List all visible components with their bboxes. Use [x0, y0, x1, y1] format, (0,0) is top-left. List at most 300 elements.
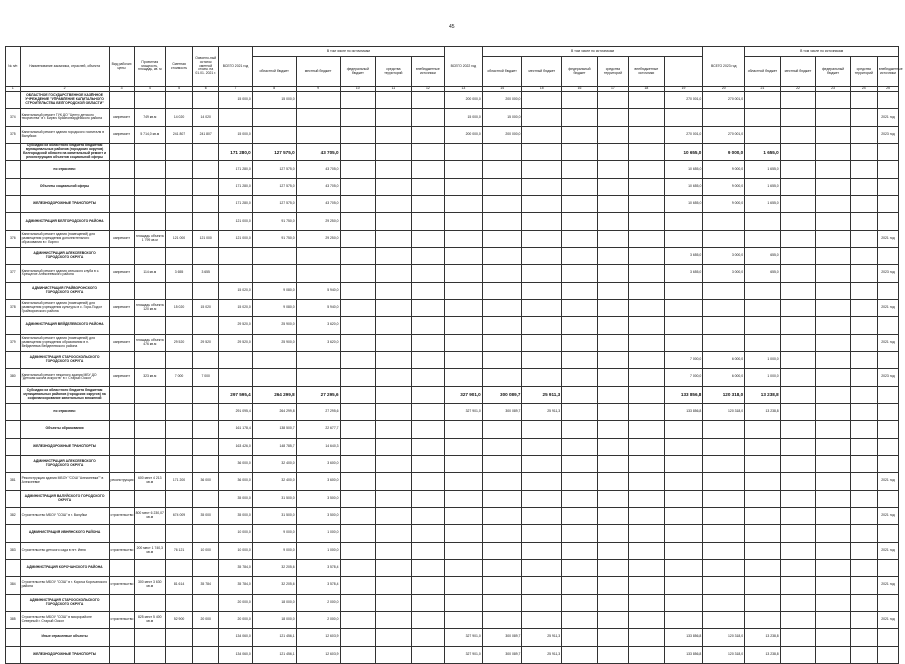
cell-t22 — [445, 490, 483, 507]
cell-empty — [376, 126, 412, 143]
cell-l23 — [745, 230, 781, 247]
cell-t23 — [664, 473, 703, 490]
cell-per — [877, 455, 898, 472]
table-header — [6, 47, 903, 92]
cell-f23 — [780, 109, 816, 126]
cell-t22 — [445, 369, 483, 386]
cell-l21: 3 620,0 — [296, 317, 340, 334]
cell-t22 — [445, 247, 483, 264]
cell-l22 — [522, 230, 562, 247]
cell-empty — [597, 490, 628, 507]
cell-empty — [597, 282, 628, 299]
cell-t22 — [445, 421, 483, 438]
cell-empty — [629, 317, 665, 334]
cell-l23 — [745, 507, 781, 524]
cell-r23: 120 318,0 — [703, 646, 745, 663]
cell-f22 — [562, 230, 598, 247]
cell-t22 — [445, 455, 483, 472]
cell-l23 — [745, 213, 781, 230]
cell-name: Строительство МБОУ "СОШ" в г. Короча Корочанского района — [20, 577, 109, 594]
cell-l22 — [522, 161, 562, 178]
cell-type: капремонт — [109, 369, 134, 386]
cell-r21: 18 000,0 — [252, 594, 296, 611]
table-row — [6, 230, 899, 247]
cell-cost — [165, 403, 192, 420]
header-local-2023: местный бюджет — [780, 57, 816, 87]
cell-f22 — [562, 265, 598, 282]
cell-no — [6, 143, 21, 160]
cell-empty — [629, 594, 665, 611]
cell-name: АДМИНИСТРАЦИЯ КОРОЧАНСКОГО РАЙОНА — [20, 559, 109, 576]
cell-empty — [376, 195, 412, 212]
cell-l23: 1 655,0 — [745, 161, 781, 178]
cell-empty — [376, 473, 412, 490]
cell-no — [6, 594, 21, 611]
cell-per — [877, 195, 898, 212]
cell-t23: 270 001,0 — [664, 126, 703, 143]
cell-t22 — [445, 438, 483, 455]
column-number: 23 — [816, 87, 851, 92]
cell-empty — [411, 421, 444, 438]
cell-t21: 20 000,0 — [219, 611, 252, 628]
cell-empty — [850, 213, 877, 230]
cell-rem: 36 000 — [193, 473, 219, 490]
cell-empty — [340, 559, 376, 576]
cell-per — [877, 282, 898, 299]
cell-name: АДМИНИСТРАЦИЯ СТАРООСКОЛЬСКОГО ГОРОДСКОГО ОКРУГА — [20, 594, 109, 611]
cell-f23 — [780, 178, 816, 195]
table-group-row — [6, 421, 899, 438]
cell-t22 — [445, 351, 483, 368]
cell-empty — [816, 369, 851, 386]
cell-r22: 200 000,0 — [482, 126, 522, 143]
cell-r22: 300 089,7 — [482, 386, 522, 403]
cell-cap — [134, 594, 165, 611]
cell-r22 — [482, 282, 522, 299]
cell-f22 — [562, 282, 598, 299]
cell-t21 — [219, 351, 252, 368]
cell-empty — [850, 559, 877, 576]
cell-no: 381 — [6, 473, 21, 490]
cell-cost — [165, 195, 192, 212]
cell-r22 — [482, 195, 522, 212]
column-number: 8 — [252, 87, 296, 92]
header-regional-2023: областной бюджет — [745, 57, 781, 87]
cell-t22 — [445, 525, 483, 542]
cell-t22 — [445, 195, 483, 212]
cell-t21: 171 280,0 — [219, 143, 252, 160]
cell-t23: 7 000,0 — [664, 369, 703, 386]
table-row — [6, 473, 899, 490]
cell-empty — [411, 646, 444, 663]
cell-empty — [597, 317, 628, 334]
cell-empty — [340, 126, 376, 143]
cell-cap — [134, 455, 165, 472]
cell-f23 — [780, 230, 816, 247]
cell-empty — [597, 386, 628, 403]
cell-type: капремонт — [109, 265, 134, 282]
cell-l23 — [745, 611, 781, 628]
table-body — [6, 92, 899, 664]
cell-l22 — [522, 421, 562, 438]
cell-empty — [376, 577, 412, 594]
cell-t22 — [445, 542, 483, 559]
cell-empty — [340, 421, 376, 438]
cell-f23 — [780, 594, 816, 611]
cell-cap — [134, 490, 165, 507]
cell-l23 — [745, 109, 781, 126]
cell-name: Иные отраслевые объекты — [20, 629, 109, 646]
cell-empty — [850, 299, 877, 316]
cell-cost: 3 655 — [165, 265, 192, 282]
cell-empty — [597, 629, 628, 646]
cell-per — [877, 490, 898, 507]
cell-f23 — [780, 507, 816, 524]
cell-per: 2021 год — [877, 577, 898, 594]
cell-name: АДМИНИСТРАЦИЯ ИВНЯНСКОГО РАЙОНА — [20, 525, 109, 542]
cell-empty — [376, 594, 412, 611]
column-number: 7 — [219, 87, 252, 92]
cell-per — [877, 247, 898, 264]
cell-cost — [165, 282, 192, 299]
cell-per — [877, 421, 898, 438]
cell-f23 — [780, 126, 816, 143]
cell-per — [877, 143, 898, 160]
cell-l22 — [522, 143, 562, 160]
cell-empty — [411, 109, 444, 126]
cell-r22 — [482, 421, 522, 438]
column-number: 9 — [296, 87, 340, 92]
cell-empty — [376, 265, 412, 282]
cell-l21 — [296, 265, 340, 282]
cell-rem: 10 000 — [193, 542, 219, 559]
cell-rem: 15 020 — [193, 299, 219, 316]
cell-empty — [629, 351, 665, 368]
cell-t23 — [664, 559, 703, 576]
cell-empty — [340, 611, 376, 628]
cell-empty — [816, 351, 851, 368]
header-local-2021: местный бюджет — [296, 57, 340, 87]
cell-f23 — [780, 525, 816, 542]
cell-empty — [411, 611, 444, 628]
cell-r22 — [482, 247, 522, 264]
cell-r21: 25 900,0 — [252, 334, 296, 351]
table-group-row — [6, 195, 899, 212]
cell-type — [109, 195, 134, 212]
cell-empty — [411, 473, 444, 490]
cell-empty — [340, 230, 376, 247]
cell-r21: 127 575,0 — [252, 143, 296, 160]
cell-r23 — [703, 525, 745, 542]
cell-l21 — [296, 92, 340, 109]
cell-t21: 10 000,0 — [219, 525, 252, 542]
column-number: 25 — [877, 87, 898, 92]
cell-f23 — [780, 577, 816, 594]
cell-l23 — [745, 299, 781, 316]
cell-rem — [193, 559, 219, 576]
cell-empty — [629, 559, 665, 576]
cell-no: 377 — [6, 265, 21, 282]
cell-empty — [376, 403, 412, 420]
cell-l21: 3 600,0 — [296, 473, 340, 490]
cell-empty — [816, 247, 851, 264]
cell-t23 — [664, 317, 703, 334]
cell-no: 376 — [6, 230, 21, 247]
cell-l23: 1 000,0 — [745, 369, 781, 386]
cell-no — [6, 213, 21, 230]
cell-cap — [134, 629, 165, 646]
cell-l23 — [745, 473, 781, 490]
cell-rem: 7 000 — [193, 369, 219, 386]
header-federal-2023: федеральный бюджет — [816, 57, 851, 87]
column-number: 13 — [445, 87, 483, 92]
cell-t23: 10 655,0 — [664, 161, 703, 178]
cell-r23: 9 000,0 — [703, 178, 745, 195]
cell-l21: 5 940,0 — [296, 282, 340, 299]
cell-rem — [193, 247, 219, 264]
cell-l23: 13 238,8 — [745, 646, 781, 663]
cell-name: ЖЕЛЕЗНОДОРОЖНЫЕ ТРАНСПОРТЫ — [20, 195, 109, 212]
cell-r23 — [703, 455, 745, 472]
column-number: 20 — [703, 87, 745, 92]
cell-rem — [193, 386, 219, 403]
cell-empty — [376, 438, 412, 455]
cell-name: Капитальный ремонт здания (помещений) для размещения учреждения образования в п. Вейделевка Вейделевского района — [20, 334, 109, 351]
cell-r23 — [703, 317, 745, 334]
cell-f22 — [562, 213, 598, 230]
cell-f22 — [562, 351, 598, 368]
cell-no — [6, 92, 21, 109]
cell-l21: 3 620,0 — [296, 334, 340, 351]
cell-f22 — [562, 195, 598, 212]
cell-empty — [629, 369, 665, 386]
cell-per — [877, 403, 898, 420]
cell-no — [6, 282, 21, 299]
cell-t21 — [219, 369, 252, 386]
cell-r22 — [482, 143, 522, 160]
cell-l21: 2 000,0 — [296, 611, 340, 628]
cell-r21: 264 299,8 — [252, 386, 296, 403]
cell-empty — [340, 109, 376, 126]
cell-empty — [816, 646, 851, 663]
cell-l21: 3 500,0 — [296, 507, 340, 524]
cell-per: 2021 год — [877, 230, 898, 247]
cell-empty — [850, 577, 877, 594]
cell-t22 — [445, 507, 483, 524]
cell-rem — [193, 317, 219, 334]
cell-cost — [165, 247, 192, 264]
cell-cost — [165, 629, 192, 646]
column-number: 18 — [629, 87, 665, 92]
cell-empty — [629, 542, 665, 559]
column-number: 5 — [165, 87, 192, 92]
cell-empty — [340, 594, 376, 611]
cell-empty — [411, 230, 444, 247]
cell-empty — [629, 334, 665, 351]
cell-cap — [134, 646, 165, 663]
cell-l23 — [745, 282, 781, 299]
cell-l21: 43 705,0 — [296, 143, 340, 160]
cell-empty — [850, 247, 877, 264]
cell-empty — [629, 646, 665, 663]
cell-l23 — [745, 126, 781, 143]
cell-r23: 6 000,0 — [703, 351, 745, 368]
cell-no: 384 — [6, 577, 21, 594]
cell-r23: 270 001,0 — [703, 126, 745, 143]
cell-t22: 327 901,0 — [445, 646, 483, 663]
cell-empty — [629, 611, 665, 628]
cell-cap: 300 мест 3 630 кв.м — [134, 577, 165, 594]
cell-cost — [165, 317, 192, 334]
cell-type — [109, 317, 134, 334]
cell-empty — [850, 455, 877, 472]
cell-empty — [411, 282, 444, 299]
cell-r21: 9 080,0 — [252, 282, 296, 299]
header-territorial-2021: средства территорий — [376, 57, 412, 87]
cell-per: 2021 год — [877, 507, 898, 524]
cell-empty — [816, 299, 851, 316]
page-number: 45 — [449, 24, 455, 30]
cell-cost: 241 807 — [165, 126, 192, 143]
cell-type — [109, 490, 134, 507]
cell-r21 — [252, 369, 296, 386]
cell-r23: 9 000,0 — [703, 143, 745, 160]
column-number: 22 — [780, 87, 816, 92]
cell-l21: 27 295,6 — [296, 403, 340, 420]
cell-empty — [340, 351, 376, 368]
cell-f23 — [780, 386, 816, 403]
cell-r22 — [482, 161, 522, 178]
cell-empty — [411, 490, 444, 507]
cell-cap — [134, 178, 165, 195]
cell-empty — [597, 438, 628, 455]
cell-l22 — [522, 507, 562, 524]
cell-no: 378 — [6, 299, 21, 316]
cell-rem — [193, 161, 219, 178]
column-number: 17 — [597, 87, 628, 92]
cell-name: Капитальный ремонт здания городского госпиталя в Валуйках — [20, 126, 109, 143]
cell-empty — [629, 421, 665, 438]
cell-l22 — [522, 299, 562, 316]
cell-r23 — [703, 438, 745, 455]
cell-l22 — [522, 490, 562, 507]
cell-cost: 29 520 — [165, 334, 192, 351]
cell-l22 — [522, 265, 562, 282]
cell-r23 — [703, 559, 745, 576]
cell-l21 — [296, 126, 340, 143]
cell-f22 — [562, 403, 598, 420]
cell-rem — [193, 594, 219, 611]
table-row — [6, 507, 899, 524]
table-row — [6, 265, 899, 282]
cell-empty — [629, 143, 665, 160]
cell-empty — [340, 161, 376, 178]
table-row — [6, 611, 899, 628]
cell-type — [109, 143, 134, 160]
cell-empty — [597, 126, 628, 143]
cell-name: АДМИНИСТРАЦИЯ АЛЕКСЕЕВСКОГО ГОРОДСКОГО ОКРУГА — [20, 455, 109, 472]
cell-empty — [629, 629, 665, 646]
cell-name: Капитальный ремонт здания (помещений) для размещения учреждения дополнительного образования в г. Бирюч — [20, 230, 109, 247]
cell-l21: 29 250,0 — [296, 213, 340, 230]
cell-per — [877, 213, 898, 230]
cell-name: Капитальный ремонт нежилого здания МБУ ДО "Детская школа искусств" в г. Старый Оскол — [20, 369, 109, 386]
cell-cost — [165, 646, 192, 663]
cell-t22 — [445, 230, 483, 247]
cell-r23 — [703, 577, 745, 594]
cell-name: по отраслям: — [20, 161, 109, 178]
cell-l23: 13 238,8 — [745, 403, 781, 420]
cell-cost — [165, 92, 192, 109]
cell-l22: 25 911,3 — [522, 403, 562, 420]
cell-empty — [597, 195, 628, 212]
cell-f22 — [562, 143, 598, 160]
cell-l21: 43 705,0 — [296, 161, 340, 178]
cell-empty — [816, 317, 851, 334]
cell-r21: 18 000,0 — [252, 611, 296, 628]
cell-empty — [411, 542, 444, 559]
cell-r21 — [252, 126, 296, 143]
cell-r22 — [482, 577, 522, 594]
column-number: 3 — [109, 87, 134, 92]
cell-t22 — [445, 213, 483, 230]
cell-l22 — [522, 92, 562, 109]
cell-empty — [411, 213, 444, 230]
cell-empty — [340, 299, 376, 316]
cell-l21: 27 295,6 — [296, 386, 340, 403]
cell-empty — [376, 455, 412, 472]
cell-r22: 200 000,0 — [482, 92, 522, 109]
cell-empty — [850, 490, 877, 507]
cell-cost — [165, 559, 192, 576]
cell-per — [877, 629, 898, 646]
cell-cost — [165, 143, 192, 160]
cell-r22: 15 000,0 — [482, 109, 522, 126]
cell-empty — [850, 629, 877, 646]
cell-l21: 22 677,7 — [296, 421, 340, 438]
header-regional-2022: областной бюджет — [482, 57, 522, 87]
cell-r21: 25 900,0 — [252, 317, 296, 334]
cell-r22 — [482, 230, 522, 247]
cell-per — [877, 351, 898, 368]
cell-empty — [597, 525, 628, 542]
column-number: 12 — [411, 87, 444, 92]
cell-r22 — [482, 594, 522, 611]
cell-empty — [629, 473, 665, 490]
cell-l21: 14 640,3 — [296, 438, 340, 455]
cell-l21: 3 500,0 — [296, 490, 340, 507]
cell-type: капремонт — [109, 299, 134, 316]
header-group-2021: В том числе по источникам — [252, 47, 444, 57]
cell-per: 2021 год — [877, 611, 898, 628]
cell-type: строительство — [109, 542, 134, 559]
cell-f23 — [780, 317, 816, 334]
cell-r23: 120 318,0 — [703, 629, 745, 646]
cell-r22: 300 089,7 — [482, 646, 522, 663]
cell-empty — [376, 629, 412, 646]
cell-f23 — [780, 455, 816, 472]
cell-t23: 10 655,0 — [664, 195, 703, 212]
cell-l22 — [522, 317, 562, 334]
cell-f23 — [780, 438, 816, 455]
cell-empty — [597, 143, 628, 160]
cell-r22 — [482, 542, 522, 559]
cell-cap — [134, 92, 165, 109]
cell-empty — [340, 213, 376, 230]
cell-t22 — [445, 299, 483, 316]
cell-cost: 76 121 — [165, 542, 192, 559]
cell-r21: 91 750,0 — [252, 213, 296, 230]
